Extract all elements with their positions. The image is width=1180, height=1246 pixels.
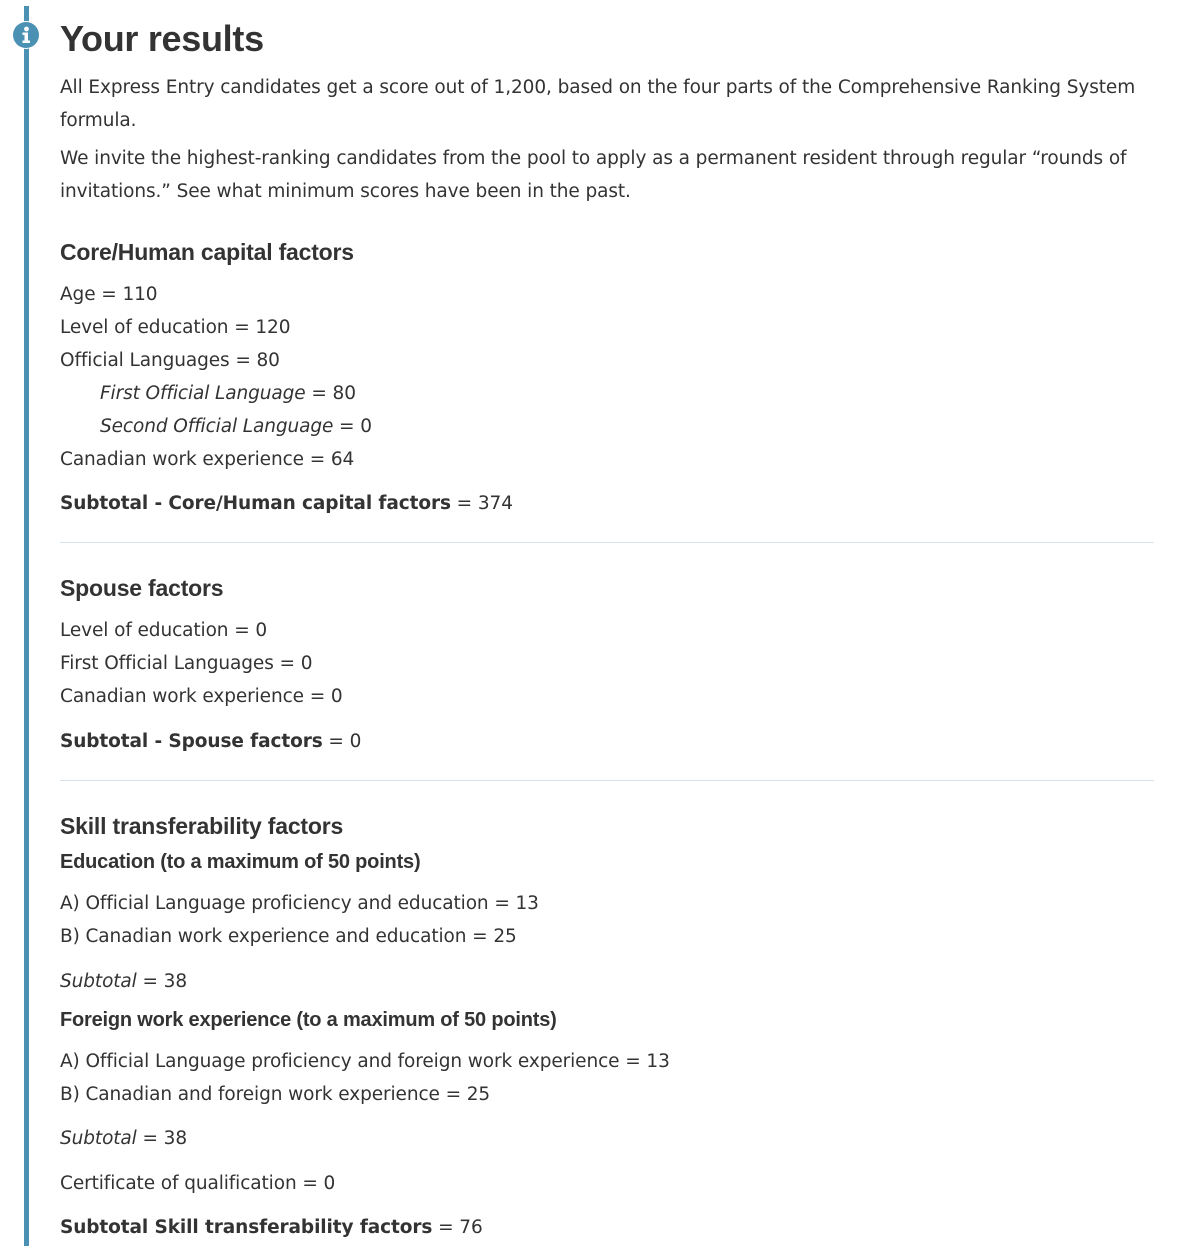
info-icon (12, 21, 40, 49)
skill-subtotal-value: = 76 (432, 1217, 483, 1238)
skill-subtotal-label: Subtotal Skill transferability factors (60, 1217, 433, 1238)
core-work-experience: Canadian work experience = 64 (60, 449, 355, 470)
core-subtotal (60, 487, 513, 520)
core-education: Level of education = 120 (60, 317, 291, 338)
skill-subtotal (60, 1211, 483, 1244)
spouse-work-experience: Canadian work experience = 0 (60, 686, 343, 707)
intro-paragraph-invitations: We invite the highest-ranking candidates from the pool to apply as a permanent resident through regular “rounds of invitations.” See what minimum scores have been in the past. (60, 148, 1127, 202)
core-age: Age = 110 (60, 284, 158, 305)
skill-education-b: B) Canadian work experience and education = 25 (60, 926, 517, 947)
section-divider (60, 780, 1154, 781)
spouse-subtotal (60, 725, 361, 758)
core-subtotal-label: Subtotal - Core/Human capital factors (60, 493, 451, 514)
skill-certificate: Certificate of qualification = 0 (60, 1173, 336, 1194)
second-language-label: Second Official Language (100, 416, 334, 437)
alert-accent-bar (24, 6, 29, 1246)
spouse-heading: Spouse factors (60, 575, 224, 601)
skill-foreign-heading: Foreign work experience (to a maximum of 50 points) (60, 1009, 557, 1031)
skill-foreign-subtotal-value: = 38 (136, 1128, 188, 1149)
skill-foreign-subtotal (60, 1122, 187, 1155)
spouse-subtotal-label: Subtotal - Spouse factors (60, 731, 323, 752)
skill-education-subtotal-label: Subtotal (60, 971, 137, 992)
core-heading: Core/Human capital factors (60, 239, 354, 265)
spouse-subtotal-value: = 0 (322, 731, 362, 752)
skill-education-heading: Education (to a maximum of 50 points) (60, 851, 421, 873)
core-first-language (100, 377, 356, 410)
spouse-languages: First Official Languages = 0 (60, 653, 313, 674)
skill-heading: Skill transferability factors (60, 813, 344, 839)
skill-education-a: A) Official Language proficiency and education = 13 (60, 893, 539, 914)
intro-paragraph-score: All Express Entry candidates get a score out of 1,200, based on the four parts of the Comprehensive Ranking System formula. (60, 77, 1136, 131)
core-subtotal-value: = 374 (450, 493, 513, 514)
core-second-language (100, 410, 372, 443)
skill-foreign-a: A) Official Language proficiency and foreign work experience = 13 (60, 1051, 670, 1072)
skill-foreign-b: B) Canadian and foreign work experience = 25 (60, 1084, 491, 1105)
section-divider (60, 542, 1154, 543)
core-official-languages: Official Languages = 80 (60, 350, 280, 371)
first-language-label: First Official Language (100, 383, 306, 404)
spouse-education: Level of education = 0 (60, 620, 268, 641)
skill-education-subtotal-value: = 38 (136, 971, 188, 992)
skill-foreign-subtotal-label: Subtotal (60, 1128, 137, 1149)
first-language-value: = 80 (305, 383, 356, 404)
second-language-value: = 0 (333, 416, 372, 437)
page-title: Your results (60, 18, 264, 59)
skill-education-subtotal (60, 965, 187, 998)
